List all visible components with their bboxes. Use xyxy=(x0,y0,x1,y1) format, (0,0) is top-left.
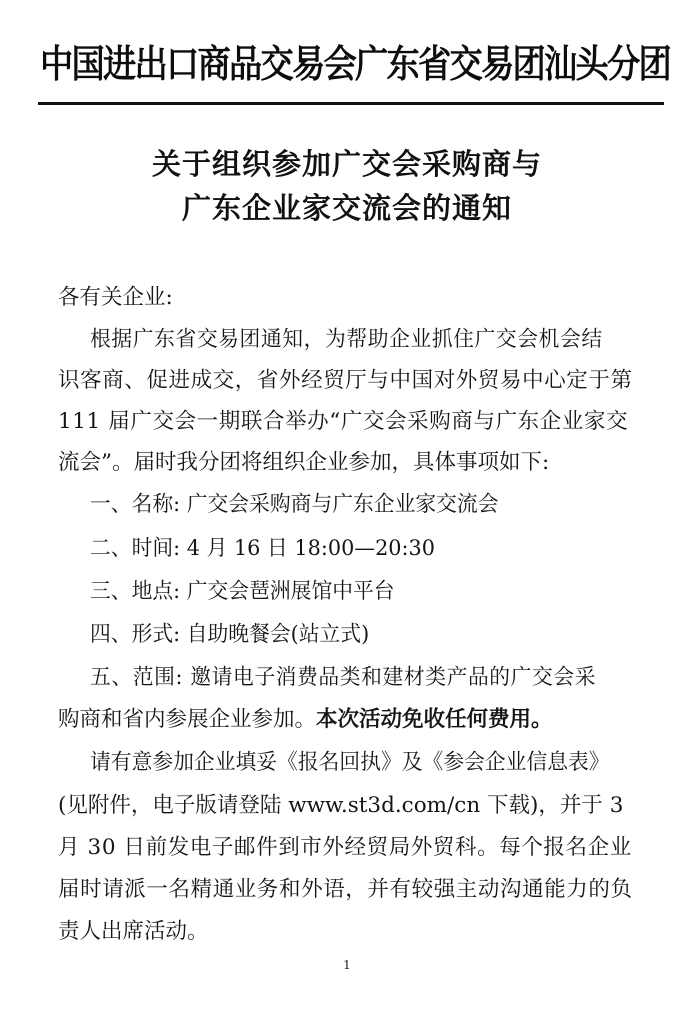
body-paragraph-2-line: 责人出席活动。 xyxy=(58,919,209,944)
body-paragraph-1-line: 流会”。届时我分团将组织企业参加，具体事项如下: xyxy=(58,450,550,475)
free-of-charge-note: 本次活动免收任何费用。 xyxy=(316,707,553,732)
body-paragraph-2-line: (见附件，电子版请登陆 www.st3d.com/cn 下载)，并于 3 xyxy=(58,793,624,818)
notice-title-line-2: 广东企业家交流会的通知 xyxy=(181,191,512,225)
scope-text: 购商和省内参展企业参加。 xyxy=(58,707,317,732)
letterhead-rule xyxy=(38,102,664,105)
item-name: 一、名称: 广交会采购商与广东企业家交流会 xyxy=(90,492,499,517)
body-paragraph-2-line: 月 30 日前发电子邮件到市外经贸局外贸科。每个报名企业 xyxy=(58,835,632,860)
body-paragraph-2-line: 届时请派一名精通业务和外语，并有较强主动沟通能力的负 xyxy=(58,877,633,902)
item-location: 三、地点: 广交会琶洲展馆中平台 xyxy=(90,579,395,604)
body-paragraph-1-line: 识客商、促进成交，省外经贸厅与中国对外贸易中心定于第 xyxy=(58,368,633,393)
item-format: 四、形式: 自助晚餐会(站立式) xyxy=(90,622,370,647)
letterhead-title: 中国进出口商品交易会广东省交易团汕头分团 xyxy=(40,42,671,86)
body-paragraph-2-line: 请有意参加企业填妥《报名回执》及《参会企业信息表》 xyxy=(90,750,610,775)
salutation: 各有关企业: xyxy=(58,285,173,310)
body-paragraph-1-line: 111 届广交会一期联合举办“广交会采购商与广东企业家交 xyxy=(58,409,629,434)
page-number: 1 xyxy=(343,958,351,972)
item-time: 二、时间: 4 月 16 日 18:00—20:30 xyxy=(90,536,435,561)
body-paragraph-1-line: 根据广东省交易团通知，为帮助企业抓住广交会机会结 xyxy=(90,327,603,352)
notice-title-line-1: 关于组织参加广交会采购商与 xyxy=(151,147,542,181)
item-scope-line-1: 五、范围: 邀请电子消费品类和建材类产品的广交会采 xyxy=(90,665,597,690)
item-scope-line-2 xyxy=(58,706,658,734)
